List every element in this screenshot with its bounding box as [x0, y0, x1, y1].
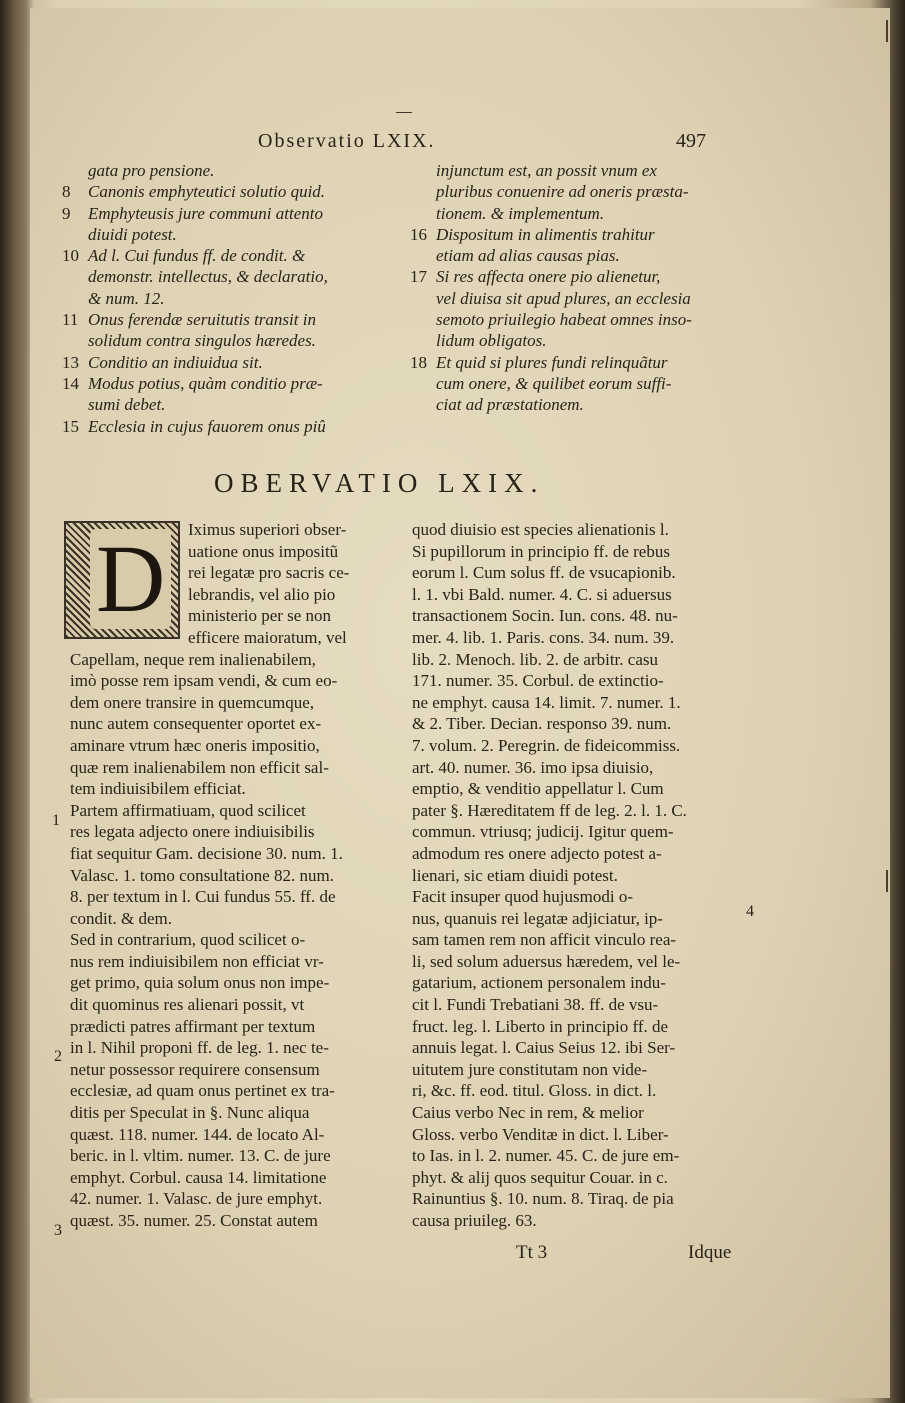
text-line: Gloss. verbo Venditæ in dict. l. Liber- — [412, 1124, 669, 1144]
margin-number-2: 2 — [54, 1048, 62, 1065]
summary-entry-text: cum onere, & quilibet eorum suffi- — [436, 373, 672, 393]
text-line: gatarium, actionem personalem indu- — [412, 973, 666, 993]
text-line: nunc autem consequenter oportet ex- — [70, 714, 322, 734]
text-line: 171. numer. 35. Corbul. de extinctio- — [412, 671, 664, 691]
text-line: condit. & dem. — [70, 908, 172, 928]
text-line: li, sed solum aduersus hæredem, vel le- — [412, 951, 681, 971]
summary-entry-text: solidum contra singulos hæredes. — [88, 331, 316, 351]
text-line: Iximus superiori obser- — [188, 520, 347, 539]
text-line: Si pupillorum in principio ff. de rebus — [412, 541, 670, 561]
text-line: Facit insuper quod hujusmodi o- — [412, 887, 633, 907]
summary-left-column — [62, 160, 397, 437]
text-line: pater §. Hæreditatem ff de leg. 2. l. 1. C. — [412, 800, 687, 820]
text-line: get primo, quia solum onus non impe- — [70, 973, 330, 993]
summary-entry-number: 11 — [62, 310, 79, 330]
text-line: dit quominus res alienari possit, vt — [70, 995, 305, 1015]
text-line: eorum l. Cum solus ff. de vsucapionib. — [412, 563, 676, 583]
summary-entry — [62, 160, 397, 181]
summary-entry — [62, 245, 397, 266]
summary-entry-number: 10 — [62, 246, 79, 266]
summary-entry — [410, 181, 740, 202]
text-line: nus, quanuis rei legatæ adjiciatur, ip- — [412, 908, 663, 928]
summary-entry — [62, 288, 397, 309]
text-line: fruct. leg. l. Liberto in principio ff. de — [412, 1016, 669, 1036]
summary-entry — [62, 394, 397, 415]
summary-entry — [62, 416, 397, 437]
summary-entry — [410, 352, 740, 373]
summary-entry — [410, 330, 740, 351]
text-line: ne emphyt. causa 14. limit. 7. numer. 1. — [412, 692, 681, 712]
summary-entry — [410, 394, 740, 415]
summary-entry-number: 15 — [62, 416, 79, 436]
text-line: nus rem indiuisibilem non efficiat vr- — [70, 951, 324, 971]
text-line: Partem affirmatiuam, quod scilicet — [70, 800, 306, 820]
summary-entry — [410, 373, 740, 394]
text-line: annuis legat. l. Caius Seius 12. ibi Ser- — [412, 1038, 676, 1058]
summary-entry-text: vel diuisa sit apud plures, an ecclesia — [436, 288, 691, 308]
text-line: uitutem jure constitutam non vide- — [412, 1059, 648, 1079]
summary-entry — [62, 373, 397, 394]
text-line: lienari, sic etiam diuidi potest. — [412, 865, 618, 885]
summary-entry-text: ciat ad præstationem. — [436, 395, 584, 415]
text-line: emptio, & venditio appellatur l. Cum — [412, 779, 664, 799]
header-rule — [396, 112, 412, 113]
text-line: rei legatæ pro sacris ce- — [188, 563, 350, 583]
summary-entry-text: demonstr. intellectus, & declaratio, — [88, 267, 328, 287]
summary-entry-text: Dispositum in alimentis trahitur — [436, 224, 655, 244]
summary-entry-text: lidum obligatos. — [436, 331, 547, 351]
summary-entry-text: Et quid si plures fundi relinquãtur — [436, 352, 668, 372]
text-line: imò posse rem ipsam vendi, & cum eo- — [70, 671, 338, 691]
summary-entry-text: sumi debet. — [88, 395, 166, 415]
section-heading: OBERVATIO LXIX. — [214, 468, 545, 498]
text-line: tem indiuisibilem efficiat. — [70, 779, 246, 799]
text-line: ditis per Speculat in §. Nunc aliqua — [70, 1103, 310, 1123]
summary-entry — [62, 224, 397, 245]
summary-entry-text: Conditio an indiuidua sit. — [88, 352, 263, 372]
text-line: transactionem Socin. Iun. cons. 48. nu- — [412, 606, 678, 626]
summary-entry-number: 16 — [410, 224, 427, 244]
body-left-column — [70, 519, 400, 1232]
text-line: Caius verbo Nec in rem, & melior — [412, 1103, 644, 1123]
text-line: quæst. 118. numer. 144. de locato Al- — [70, 1124, 325, 1144]
text-line: Valasc. 1. tomo consultatione 82. num. — [70, 865, 334, 885]
summary-entry-text: Canonis emphyteutici solutio quid. — [88, 182, 326, 202]
summary-entry — [62, 203, 397, 224]
text-line: Sed in contrarium, quod scilicet o- — [70, 930, 306, 950]
summary-entry-text: injunctum est, an possit vnum ex — [436, 161, 657, 180]
summary-entry — [410, 224, 740, 245]
text-line: l. 1. vbi Bald. numer. 4. C. si aduersus — [412, 584, 672, 604]
summary-entry-number: 8 — [62, 182, 71, 202]
margin-number-4: 4 — [746, 903, 754, 920]
text-line: ministerio per se non — [188, 606, 332, 626]
drop-cap-letter: D — [90, 529, 171, 629]
summary-entry — [62, 352, 397, 373]
text-line: efficere maioratum, vel — [188, 627, 347, 647]
summary-entry-text: & num. 12. — [88, 288, 165, 308]
summary-entry-number: 9 — [62, 203, 71, 223]
text-line: Rainuntius §. 10. num. 8. Tiraq. de pia — [412, 1189, 674, 1209]
summary-right-column — [410, 160, 740, 416]
text-line: quæst. 35. numer. 25. Constat autem — [70, 1211, 318, 1230]
summary-entry-text: gata pro pensione. — [88, 161, 215, 180]
text-line: 7. volum. 2. Peregrin. de fideicommiss. — [412, 735, 681, 755]
text-line: causa priuileg. 63. — [412, 1211, 537, 1230]
running-title: Observatio LXIX. — [258, 130, 436, 152]
summary-entry-text: semoto priuilegio habeat omnes inso- — [436, 310, 692, 330]
text-line: ri, &c. ff. eod. titul. Gloss. in dict. l. — [412, 1081, 657, 1101]
text-line: dem onere transire in quemcumque, — [70, 692, 315, 712]
text-line: & 2. Tiber. Decian. responso 39. num. — [412, 714, 672, 734]
text-line: fiat sequitur Gam. decisione 30. num. 1. — [70, 843, 343, 863]
text-line: lebrandis, vel alio pio — [188, 584, 336, 604]
summary-entry — [410, 288, 740, 309]
summary-entry-text: diuidi potest. — [88, 224, 177, 244]
text-line: Capellam, neque rem inalienabilem, — [70, 649, 316, 669]
text-line: commun. vtriusq; judicij. Igitur quem- — [412, 822, 674, 842]
summary-entry — [62, 330, 397, 351]
text-line: lib. 2. Menoch. lib. 2. de arbitr. casu — [412, 649, 658, 669]
text-line: uatione onus impositũ — [188, 541, 339, 561]
summary-entry — [410, 309, 740, 330]
summary-entry — [62, 266, 397, 287]
page-number: 497 — [676, 130, 706, 152]
summary-entry — [62, 181, 397, 202]
summary-entry-text: Emphyteusis jure communi attento — [88, 203, 323, 223]
text-line: sam tamen rem non afficit vinculo rea- — [412, 930, 677, 950]
body-right-column — [412, 519, 742, 1232]
summary-entry-text: Ecclesia in cujus fauorem onus piû — [88, 416, 326, 436]
catchword: Idque — [688, 1242, 732, 1263]
text-line: ecclesiæ, ad quam onus pertinet ex tra- — [70, 1081, 335, 1101]
text-line: mer. 4. lib. 1. Paris. cons. 34. num. 39. — [412, 627, 675, 647]
summary-entry-number: 14 — [62, 373, 79, 393]
text-line: beric. in l. vltim. numer. 13. C. de jure — [70, 1146, 331, 1166]
summary-entry-number: 17 — [410, 267, 427, 287]
summary-entry-text: etiam ad alias causas pias. — [436, 246, 620, 266]
text-line: art. 40. numer. 36. imo ipsa diuisio, — [412, 757, 654, 777]
summary-entry-text: tionem. & implementum. — [436, 203, 605, 223]
text-line: in l. Nihil proponi ff. de leg. 1. nec te- — [70, 1038, 329, 1058]
previous-page-edge — [0, 0, 26, 1403]
summary-entry — [410, 245, 740, 266]
text-line: aminare vtrum hæc oneris impositio, — [70, 735, 320, 755]
text-line: 8. per textum in l. Cui fundus 55. ff. de — [70, 887, 336, 907]
summary-entry-number: 13 — [62, 352, 79, 372]
text-line: cit l. Fundi Trebatiani 38. ff. de vsu- — [412, 995, 659, 1015]
summary-entry-number: 18 — [410, 352, 427, 372]
summary-entry — [410, 203, 740, 224]
page-edge-mark — [886, 20, 888, 42]
text-line: to Ias. in l. 2. numer. 45. C. de jure em- — [412, 1146, 680, 1166]
text-line: admodum res onere adjecto potest a- — [412, 843, 662, 863]
text-line: prædicti patres affirmant per textum — [70, 1016, 316, 1036]
text-line: res legata adjecto onere indiuisibilis — [70, 822, 315, 842]
summary-entry-text: Modus potius, quàm conditio præ- — [88, 373, 323, 393]
signature-mark: Tt 3 — [516, 1242, 548, 1263]
text-line: netur possessor requirere consensum — [70, 1059, 320, 1079]
summary-entry-text: Ad l. Cui fundus ff. de condit. & — [88, 246, 306, 266]
summary-entry — [410, 266, 740, 287]
text-line: quod diuisio est species alienationis l. — [412, 520, 669, 539]
text-line: emphyt. Corbul. causa 14. limitatione — [70, 1167, 327, 1187]
summary-entry — [62, 309, 397, 330]
summary-entry-text: pluribus conuenire ad oneris præsta- — [436, 182, 689, 202]
summary-entry-text: Si res affecta onere pio alienetur, — [436, 267, 661, 287]
margin-number-3: 3 — [54, 1222, 62, 1239]
margin-number-1: 1 — [52, 812, 60, 829]
page-edge-mark — [886, 870, 888, 892]
summary-entry — [410, 160, 740, 181]
text-line: quæ rem inalienabilem non efficit sal- — [70, 757, 329, 777]
summary-entry-text: Onus ferendæ seruitutis transit in — [88, 310, 316, 330]
text-line: 42. numer. 1. Valasc. de jure emphyt. — [70, 1189, 323, 1209]
text-line: phyt. & alij quos sequitur Couar. in c. — [412, 1167, 668, 1187]
